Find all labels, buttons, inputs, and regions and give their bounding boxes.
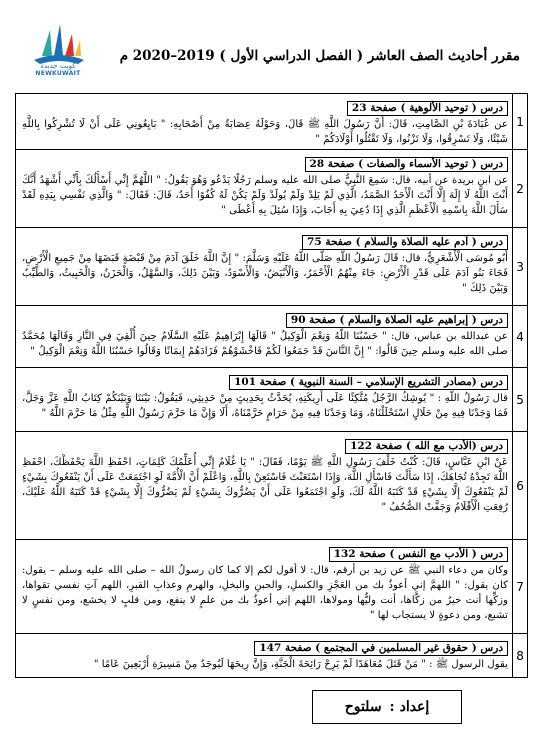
page-title: مقرر أحاديث الصف العاشر ( الفصل الدراسي الأول ) 2019–2020 م xyxy=(119,48,520,64)
row-number: 4 xyxy=(512,306,527,367)
table-row xyxy=(16,539,527,633)
row-number: 2 xyxy=(512,150,527,227)
logo-english-label: NEWKUWAIT xyxy=(35,70,81,77)
row-content xyxy=(16,634,512,678)
row-content xyxy=(16,150,512,227)
row-content xyxy=(16,228,512,305)
row-number: 1 xyxy=(512,94,527,149)
row-number: 3 xyxy=(512,228,527,305)
table-row xyxy=(16,305,527,367)
prepared-by-name: سلتوح xyxy=(344,699,382,715)
logo-caption xyxy=(20,62,96,77)
hadith-text: عَنْ ابْنِ عَبَّاسٍ، قَالَ: كُنْتُ خَلْفَ رَسُولِ اللَّهِ ﷺ يَوْمًا، فَقَالَ: " يَا غُلَامُ إِنِّي أُعَلِّمُكَ كَلِمَاتٍ، احْفَظِ اللَّهَ يَحْفَظْكَ، احْفَظِ اللَّهَ تَجِدْهُ تُجَاهَكَ، إِذَا سَأَلْتَ فَاسْأَلِ اللَّهَ، وَإِذَا اسْتَعَنْتَ فَاسْتَعِنْ بِاللَّهِ، وَاعْلَمْ أَنَّ الْأُمَّةَ لَوِ اجْتَمَعَتْ عَلَى أَنْ يَنْفَعُوكَ بِشَيْءٍ لَمْ يَنْفَعُوكَ إِلَّا بِشَيْءٍ قَدْ كَتَبَهُ اللَّهُ لَكَ، وَلَوِ اجْتَمَعُوا عَلَى أَنْ يَضُرُّوكَ بِشَيْءٍ لَمْ يَضُرُّوكَ إِلَّا بِشَيْءٍ قَدْ كَتَبَهُ اللَّهُ عَلَيْكَ، رُفِعَتِ الْأَقْلَامُ وَجَفَّتْ الصُّحُفُ " xyxy=(22,457,508,513)
table-row xyxy=(16,431,527,539)
lesson-header: درس ( إبراهيم عليه الصلاة والسلام ) صفحة 90 xyxy=(286,313,508,328)
hadith-text: عن عبدالله بن عباس، قال: " حَسْبُنَا اللَّهُ وَنِعْمَ الْوَكِيلُ " قَالَهَا إِبْرَاهِيمُ عَلَيْهِ السَّلَامُ حِينَ أُلْقِيَ فِي النَّارِ وَقَالَهَا مُحَمَّدٌ صلى الله عليه وسلم حِينَ قَالُوا: " إِنَّ النَّاسَ قَدْ جَمَعُوا لَكُمْ فَاخْشَوْهُمْ فَزَادَهُمْ إِيمَانًا وَقَالُوا حَسْبُنَا اللَّهُ وَنِعْمَ الْوَكِيلُ " xyxy=(22,331,508,357)
row-content xyxy=(16,94,512,149)
lesson-header: درس (مصادر التشريع الإسلامي – السنة النبوية ) صفحة 101 xyxy=(229,375,508,390)
lesson-header: درس ( توحيد الأسماء والصفات ) صفحة 28 xyxy=(305,157,508,172)
row-content xyxy=(16,306,512,367)
new-kuwait-logo xyxy=(28,20,90,68)
table-row xyxy=(16,149,527,227)
lesson-header: درس ( الأدب مع النفس ) صفحة 132 xyxy=(329,547,508,562)
lesson-header: درس ( توحيد الألوهية ) صفحة 23 xyxy=(347,101,508,116)
table-row xyxy=(16,94,527,149)
hadith-text: يقول الرسول ﷺ : " مَنْ قَتَلَ مُعَاهَدًا لَمْ يَرِحْ رَائِحَةَ الْجَنَّةِ، وَإِنَّ رِيحَهَا لَيُوجَدُ مِنْ مَسِيرَةِ أَرْبَعِينَ عَامًا " xyxy=(93,659,508,670)
hadith-text: عن ابن بريدة عن أبيه، قال: سَمِعَ النَّبِيُّ صلى الله عليه وسلم رَجُلًا يَدْعُو وَهُوَ يَقُولُ: " اللَّهُمَّ إِنِّي أَسْأَلُكَ بِأَنِّي أَشْهَدُ أَنَّكَ أَنْتَ اللَّهُ لَا إِلَهَ إِلَّا أَنْتَ الْأَحَدُ الصَّمَدُ، الَّذِي لَمْ يَلِدْ وَلَمْ يُولَدْ وَلَمْ يَكُنْ لَهُ كُفُوًا أَحَدٌ، قَالَ: فَقَالَ: " وَالَّذِي نَفْسِي بِيَدِهِ لَقَدْ سَأَلَ اللَّهَ بِاسْمِهِ الْأَعْظَمِ الَّذِي إِذَا دُعِيَ بِهِ أَجَابَ، وَإِذَا سُئِلَ بِهِ أَعْطَى " xyxy=(22,175,508,216)
table-row xyxy=(16,633,527,678)
row-number: 7 xyxy=(512,540,527,633)
hadith-text: وكان من دعاء النبي ﷺ عن زيد بن أرقم، قال: لا أقول لكم إلا كما كان رسولُ الله – صلى الله عليه وسلم – يقول: كان يقول: " اللهمَّ إني أعوذُ بك من العَجْزِ والكسلِ، والجبنِ والبخلِ، والهرمِ وعذابِ القبرِ، اللهم آتِ نفسي تقواها، وزكِّها أنت خيرُ من زكَّاها، أنت وليُّها ومولاها، اللهم إني أعوذُ بك من علمٍ لا ينفع، ومن قلبٍ لا يخشع، ومن نفسٍ لا تشبع، ومن دعوةٍ لا يستجاب لها " xyxy=(22,565,508,621)
lesson-header: درس (الأدب مع الله ) صفحة 122 xyxy=(345,439,508,454)
row-number: 6 xyxy=(512,432,527,539)
logo-arabic-label: كويت جديدة xyxy=(40,62,76,70)
row-number: 8 xyxy=(512,634,527,678)
prepared-by-box xyxy=(312,690,462,724)
hadith-text: عن عُبَادَةَ بْنِ الصَّامِتِ، قَالَ: أَنَّ رَسُولَ اللَّهِ ﷺ قَالَ، وَحَوْلَهُ عِصَابَةٌ مِنْ أَصْحَابِهِ: " بَايِعُونِي عَلَى أَنْ لَا تُشْرِكُوا بِاللَّهِ شَيْئًا، وَلَا تَسْرِقُوا، وَلَا تَزْنُوا، وَلَا تَقْتُلُوا أَوْلَادَكُمْ " xyxy=(22,119,508,145)
row-content xyxy=(16,432,512,539)
table-row xyxy=(16,367,527,431)
prepared-by-label: إعداد : xyxy=(389,699,430,715)
row-content xyxy=(16,368,512,431)
row-number: 5 xyxy=(512,368,527,431)
lesson-header: درس ( آدم عليه الصلاة والسلام ) صفحة 75 xyxy=(302,235,508,250)
hadith-text: أَبُو مُوسَى الْأَشْعَرِيُّ، قال: قَالَ رَسُولُ اللَّهِ صَلَّى اللَّهُ عَلَيْهِ وَسَلَّمَ: " إِنَّ اللَّهَ خَلَقَ آدَمَ مِنْ قَبْضَةٍ قَبَضَهَا مِنْ جَمِيعِ الْأَرْضِ، فَجَاءَ بَنُو آدَمَ عَلَى قَدْرِ الْأَرْضِ: جَاءَ مِنْهُمُ الْأَحْمَرُ، وَالْأَبْيَضُ، وَالْأَسْوَدُ، وَبَيْنَ ذَلِكَ، وَالسَّهْلُ، وَالْحَزَنُ، وَالْخَبِيثُ، وَالطَّيِّبُ وَبَيْنَ ذَلِكَ " xyxy=(22,253,508,294)
hadith-text: قال رَسُولُ اللَّهِ : " يُوشِكُ الرَّجُلُ مُتَّكِئًا عَلَى أَرِيكَتِهِ، يُحَدَّثُ بِحَدِيثٍ مِنْ حَدِيثِي، فَيَقُولُ: بَيْنَنَا وَبَيْنَكُمْ كِتَابُ اللَّهِ عَزَّ وَجَلَّ، فَمَا وَجَدْنَا فِيهِ مِنْ حَلَالٍ اسْتَحْلَلْنَاهُ، وَمَا وَجَدْنَا فِيهِ مِنْ حَرَامٍ حَرَّمْنَاهُ، أَلَا وَإِنَّ مَا حَرَّمَ رَسُولُ اللَّهِ مِثْلُ مَا حَرَّمَ اللَّهُ " xyxy=(22,393,508,419)
hadith-table xyxy=(15,93,528,678)
row-content xyxy=(16,540,512,633)
table-row xyxy=(16,227,527,305)
lesson-header: درس ( حقوق غير المسلمين في المجتمع ) صفحة 147 xyxy=(254,641,508,656)
